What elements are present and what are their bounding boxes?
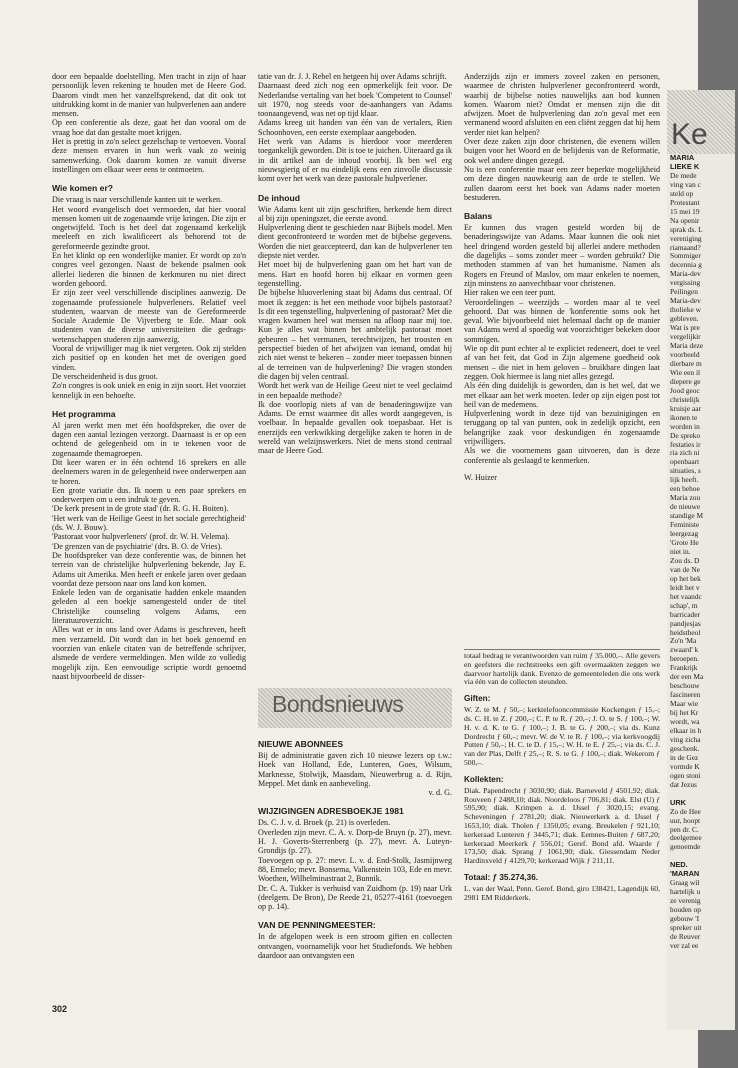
next-page-line: situaties, s [670,467,701,476]
next-page-header-text: Ke [671,118,708,151]
next-page-line: pandjesjas [670,619,701,628]
next-page-line: geschenk. [670,744,700,753]
paragraph: Als één ding duidelijk is geworden, dan is het wel, dat we met elkaar aan het werk moeten. Ieder op zijn eigen post tot heil van de medemens. [464,381,660,409]
next-page-line: ving zicha [670,735,701,744]
next-page-line: barricader [670,610,700,619]
next-page-line: Na openir [670,216,700,225]
next-page-line: schap', m [670,601,698,610]
next-page-line: der een Ma [670,673,704,682]
next-page-line: zwaard' k [670,646,699,655]
paragraph: Wordt het werk van de Heilige Geest niet te veel geclaimd in een bepaalde methode? [258,381,452,400]
next-page-line: Feministe [670,521,700,530]
next-page-line: de nieuwe [670,503,701,512]
paragraph: Er zijn zeer veel verschillende disciplines aanwezig. De zogenaamde professionele hulpverleners. Relatief veel studenten, waarvan de meeste van de Gereformeerde Sociale Academie De Vijverberg te Ede. Maar ook studenten van de diverse universiteiten die gedrags-wetenschappen studeren zijn aanwezig. [52,288,246,344]
next-page-line: Frankrijk [670,664,698,673]
paragraph: Een grote variatie dus. Ik noem u een paar sprekers en onderwerpen om u een indruk te geven. [52,485,246,505]
author-signature: W. Huizer [464,472,497,482]
next-page-line: leergezag [670,530,699,539]
next-page-line: Jood geoc [670,386,700,395]
next-page-line: Sommiger [670,252,701,261]
next-page-line: 'MARAN [670,870,700,879]
next-page-line: standige M [670,512,704,521]
next-page-line: genoemde [670,843,701,852]
next-page-line: een behoe [670,485,700,494]
paragraph: Hier raken we een teer punt. [464,288,556,298]
paragraph: 'De kerk present in de grote stad' (dr. R. G. H. Boiten). [52,504,229,514]
next-page-line: ria zich ni [670,449,700,458]
next-page-line: beroepen. [670,655,699,664]
next-page-line: kruisje aar [670,404,701,413]
next-page-line: vereniging [670,234,702,243]
paragraph: Overleden zijn mevr. C. A. v. Dorp-de Bruyn (p. 27), mevr. H. J. Goverts-Sterrenberg (p. 27), mevr. A. Luteyn-Grondijs (p. 27). [258,827,452,856]
paragraph: Adams kreeg uit handen van één van de vertalers, Rien Schoonhoven, een eerste exemplaar aangeboden. [258,118,452,137]
section-heading: WIJZIGINGEN ADRESBOEKJE 1981 [258,806,404,817]
next-page-line: openbaart [670,458,700,467]
next-page-line: Zo'n 'Ma [670,637,697,646]
next-page-line: 'Grote He [670,538,699,547]
next-page-line: ikonen te [670,413,698,422]
section-heading: Kollekten: [464,774,504,784]
next-page-line: de Reuver [670,933,701,942]
paragraph: totaal bedrag te verantwoorden van ruim ƒ 35.000,–. Alle gevers en geefsters die rechtstreeks een gift overmaakten zeggen we daarvoor hartelijk dank. Evenzo de gemeenteleden die ons werk via één van de collecten steunden. [464,651,660,687]
next-page-line: diepere ge [670,377,701,386]
next-page-line: het vaandc [670,592,702,601]
article-column-3 [464,72,660,482]
paragraph: De bijbelse hluoverlening staat bij Adams dus centraal. Of moet ik zeggen: is het een methode voor bijbels pastoraat? Is dit een tegenstelling, hulpverlening of pastoraat? Met die vragen kwamen heel wat mensen na afloop naar mij toe. Kun je alles wat binnen het ambtelijk pastoraat moet gebeuren – het vermanen, terechtwijzen, het troosten en perspectief bieden of het afwijzen van iemand, omdat hij zich niet wenst te bekeren – zonder meer toepassen binnen al de terreinen van de hulpverlening? Die vragen stonden die dagen bij velen centraal. [258,288,452,381]
next-page-line: 15 mei 19 [670,207,700,216]
next-page-line: Maria-dev [670,270,701,279]
paragraph: Daarnaast deed zich nog een opmerkelijk feit voor. De Nederlandse vertaling van het boek 'Competent to Counsel' uit 1970, nog steeds voor de-aanhangers van Adams toonaangevend, was net op tijd klaar. [258,81,452,119]
paragraph: v. d. G. [428,788,452,798]
next-page-line: steld op [670,189,694,198]
next-page-line [670,852,735,861]
section-heading: De inhoud [258,192,301,203]
next-page-line: vergissing [670,279,701,288]
paragraph: De hoofdspreker van deze conferentie was, de binnen het terrein van de christelijke hulpverlening bekende, Jay E. Adams uit Amerika. Men heeft er enkele jaren over gedaan voordat deze persoon naar ons land kon komen. [52,550,246,588]
paragraph: Dit keer waren er in één ochtend 16 sprekers en alle deelnemers waren in de gelegenheid twee onderwerpen aan te horen. [52,457,246,486]
next-page-line: leidt het v [670,583,700,592]
next-page-line: pen dr. C. [670,825,699,834]
next-page-line: NED. [670,861,688,870]
paragraph: Enkele leden van de organisatie hadden enkele maanden geleden al een boekje samengesteld onder de titel Christelijke counseling volgens Adams, een literatuuroverzicht. [52,588,246,626]
next-page-line: in de Gez [670,753,699,762]
section-heading: Balans [464,211,493,222]
paragraph: In de afgelopen week is een stroom giften en collecten ontvangen, voornamelijk voor het Studiefonds. We hebben daardoor aan ontvangsten een [258,932,452,961]
paragraph: Toevoegen op p. 27: mevr. L. v. d. End-Stolk, Jasmijnweg 88, Ermelo; mevr. Bonsema, Valkenstein 103, Ede en mevr. Woethen, Wilhelminastraat 2, Bunnik. [258,855,452,884]
next-page-line: christelijk [670,395,700,404]
next-page-line: ver zal ee [670,941,699,950]
paragraph: 'Pastoraat voor hulpverleners' (prof. dr. W. H. Velema). [52,532,230,542]
next-page-line: vormde K [670,762,700,771]
section-heading: Het programma [52,408,116,419]
next-page-line: fascineren [670,691,701,700]
next-page-line: Graag wil [670,879,700,888]
paragraph: En het klinkt op een wonderlijke manier. Er wordt op zo'n congres veel gezongen. Naast de bekende psalmen ook allerlei liederen die binnen de kerkmuren nu niet direct worden gehoord. [52,251,246,288]
next-page-line: De spreko [670,431,701,440]
bondsnieuws-column [258,730,452,960]
paragraph: Zo'n congres is ook uniek en enig in zijn soort. Het voorziet kennelijk in een behoefte. [52,381,246,400]
section-heading: VAN DE PENNINGMEESTER: [258,920,376,931]
next-page-line: hartelijk u [670,888,701,897]
next-page-line: deelgemee [670,834,702,843]
paragraph: Hulpverlening wordt in deze tijd van bezuinigingen en teruggang op tal van punten, ook in zedelijk opzicht, een belangrijke zaak voor deskundigen én zogenaamde vrijwilligers. [464,409,660,446]
next-page-line: van de Ne [670,565,700,574]
section-heading: Giften: [464,694,491,704]
paragraph: 'De grenzen van de psychiatrie' (drs. B. O. de Vries). [52,541,223,551]
paragraph: Ik doe voorlopig niets af van de benaderingswijze van Adams. De ernst waarmee dit alles wordt aangegeven, is voelbaar. In bepaalde gevallen ook toepasbaar. Het is enerzijds een verkwikking dergelijke zaken te horen in de wereld van welzijnswerkers. Niet de mens stond centraal maar de Heere God. [258,399,452,456]
paragraph: Als we die voornemens gaan uitvoeren, dan is deze conferentie als geslaagd te kenmerken. [464,446,660,465]
next-page-line: gebleven. [670,315,699,324]
article-column-2 [258,72,452,456]
paragraph: Wie Adams kent uit zijn geschriften, herkende hem direct al bij zijn openingszet, die eerste avond. [258,204,452,223]
next-page-line [670,790,735,799]
section-heading: NIEUWE ABONNEES [258,739,344,749]
section-divider [464,649,660,650]
next-page-line: op het bek [670,574,701,583]
paragraph: De verscheidenheid is dus groot. [52,371,158,381]
next-page-line: elkaar in h [670,727,702,735]
next-page-line: Zou ds. D [670,556,700,565]
next-page-line: Maria deze [670,342,704,351]
next-page-line: LIEKE K [670,162,700,171]
paragraph: Alles wat er in ons land over Adams is geschreven, heeft men verzameld. Dit wordt dan in het boek genoemd en voorzien van enkele citaten van de betreffende schrijver, alsmede de verdere vermeldingen. Men wilde zo volledig mogelijk zijn. Een eenvoudige scriptie wordt genoemd naast bijvoorbeeld de disser- [52,625,246,681]
next-page-strip [667,90,735,1030]
next-page-line: bij het Kr [670,709,699,718]
paragraph: Wie op dit punt echter al te expliciet redeneert, doet te veel af van het feit, dat God in Zijn algemene goedheid ook mensen – die niet in hem geloven – bruikbare dingen laat zeggen. Ook hiermee is lang niet alles gezegd. [464,344,660,381]
next-page-line: decennia g [670,261,702,270]
next-page-line: URK [670,798,687,807]
next-page-line: Maria zou [670,494,701,503]
paragraph: Over deze zaken zijn door christenen, die evenens willen buigen voor het Woord en de belijdenis van de Reformatie, ook wel andere dingen gezegd. [464,137,660,165]
paragraph: Ds. C. J. v. d. Broek (p. 21) is overleden. [258,818,391,828]
paragraph: Anderzijds zijn er immers zoveel zaken en personen, waarmee de christen hulpverlener geconfronteerd wordt, waarbij de bijbelse noties nauwelijks aan bod kunnen komen. Waarom niet? Omdat er mensen zijn die dit afwijzen. Moet de hulpverlening dan zo'n geval met een vermanend woord afsluiten en een cliënt zeggen dat hij hem verder niet kan helpen? [464,72,660,137]
paragraph: Er kunnen dus vragen gesteld worden bij de benaderingswijze van Adams. Maar kunnen die ook niet heel dringend worden gesteld bij allerlei andere methoden die dagelijks – soms zonder meer – worden gebruikt? Die methoden stammen af van het humanisme. Namen als Rogers en Freund of Maslov, om maar enkelen te noemen, zijn minstens zo aanvechtbaar voor christenen. [464,223,660,288]
paragraph: Het werk van Adams is hierdoor voor meerderen toegankelijk geworden. Dit is toe te juichen. Uiteraard ga ik in dit artikel aan de inhoud voorbij. Ik ben wel erg nieuwsgierig of er nu eindelijk eens een zinvolle discussie komt over het werk van deze pastorale hulpverlener. [258,137,452,184]
paragraph: L. van der Waal, Penn. Geref. Bond, giro 138421, Lagendijk 60, 2981 EM Ridderkerk. [464,883,660,902]
paragraph: W. Z. te M. ƒ 50,–; kerktelefooncommissie Kockengen ƒ 15,–; ds. C. H. te Z. ƒ 200,–; C. P. te R. ƒ 20,–; J. O. te S. ƒ 100,–; W. H. v. d. K. te G. ƒ 100,–; J. B. te G. ƒ 200,–; via ds. Kunz Dordrecht ƒ 60,–; mevr. W. de V. te R. ƒ 100,–; via kerkvoogdij Putten ƒ 50,–; H. C. te D. ƒ 15,–; W. H. te E. ƒ 25,–; via ds. C. J. van der Plas, Delft ƒ 25,–; R. S. te G. ƒ 100,–; diak. Wekerom ƒ 500,–. [464,705,660,767]
next-page-line: festaties ir [670,440,701,449]
next-page-line: Maria-dev [670,297,701,306]
next-page-line: niet in. [670,547,691,556]
paragraph: tatie van dr. J. J. Rebel en hetgeen hij over Adams schrijft. [258,72,447,81]
next-page-line: houden op [670,906,701,915]
bondsnieuws-banner [258,688,452,728]
paragraph: Op een conferentie als deze, gaat het dan vooral om de vraag hoe dat dan gestalte moet krijgen. [52,118,246,137]
paragraph: 'Het werk van de Heilige Geest in het sociale gerechtigheid' (ds. W. J. Bouw). [52,513,246,533]
giften-column [464,652,660,903]
section-heading: Totaal: ƒ 35.274,36. [464,872,539,882]
next-page-line: Peilingen [670,288,698,297]
next-page-line: dat Jezus [670,780,697,789]
paragraph: Vooral de vrijwilliger mag ik niet vergeten. Ook zij stelden zich positief op en konden het met de overigen goed vinden. [52,344,246,372]
next-page-line: tholieke w [670,306,701,315]
paragraph: Bij de administratie gaven zich 10 nieuwe lezers op t.w.: Hoek van Holland, Ede, Lunteren, Goes, Wilsum, Marknesse, Stolwijk, Maasdam, Nieuwerbrug a. d. Rijn, Meppel. Met dank en aanbeveling. [258,751,452,788]
next-page-line: De mede [670,171,697,180]
next-page-line: beschouw [670,682,700,691]
paragraph: Diak. Papendrecht ƒ 3030,90; diak. Barneveld ƒ 4501,92; diak. Rouveen ƒ 2488,10; diak. Noordeloos ƒ 706,81; diak. Elst (U) ƒ 595,90; diak. Krimpen a. d. IJssel ƒ 3020,15; evang. Scheveningen ƒ 2781,20; diak. Nieuwerkerk a. d. IJssel ƒ 1653,10; diak. Tholen ƒ 1350,05; evang. Breukelen ƒ 921,10; kerkeraad Lunteren ƒ 3445,71; diak. Eemnes-Buiten ƒ 687,20; kerkeraad Meerkerk ƒ 556,01; Geref. Bond afd. Waarde ƒ 173,50; diak. Sprang ƒ 1061,90; diak. Giessendam Neder Hardinxveld ƒ 4129,70; kerkeraad Wijk ƒ 211,11. [464,785,660,866]
next-page-line: gebouw 'I [670,915,700,924]
next-page-line: dierbare m [670,359,702,368]
next-page-line: worden in [670,422,700,431]
paragraph: door een bepaalde doelstelling. Men tracht in zijn of haar persoonlijk leven rekening te houden met de Heere God. Daarom vindt men het vanzelfsprekend, dat dit ook tot uitdrukking komt in de manier van hulpverlenen aan andere mensen. [52,72,246,119]
section-heading: Wie komen er? [52,183,114,194]
article-column-1 [52,72,246,681]
next-page-line: riamaand? [670,243,701,252]
next-page-text [667,154,735,951]
next-page-line: MARIA [670,154,695,162]
next-page-line: Zo de Hee [670,807,701,816]
next-page-line: lijk heeft. [670,476,699,485]
next-page-line: Wat is pre [670,324,700,333]
paragraph: Het moet bij de hulpverlening gaan om het hart van de mens. Hart en hoofd horen bij elkaar en vormen geen tegenstelling. [258,260,452,288]
next-page-line: ze verenig [670,897,701,906]
next-page-line: vergelijkir [670,333,701,342]
next-page-header [667,90,735,154]
next-page-line: Protestant [670,198,700,207]
paragraph: Het woord evangelisch doet vermoeden, dat hier vooral mensen komen uit de zogenaamde vrije kringen. Die zijn er ongetwijfeld. Toch is het deel dat zogenaamd kerkelijk meeleeft en zich kwalificeert als behorend tot de gereformeerde gezindte groot. [52,204,246,251]
next-page-line: wordt, wa [670,718,700,727]
next-page-line: Maar wie [670,700,699,709]
paragraph: Die vraag is naar verschillende kanten uit te werken. [52,195,223,205]
next-page-line: uur, hoopt [670,816,701,825]
next-page-line: ogen stoni [670,771,701,780]
paragraph: Nu is een conferentie maar een zeer beperkte mogelijkheid om deze dingen nauwkeurig aan de orde te stellen. We zullen daarom eerst het boek van Adams nader moeten bestuderen. [464,164,660,202]
page-number: 302 [52,1004,68,1014]
next-page-line: sprak ds. L [670,225,703,234]
next-page-line: heidstheol [670,628,701,637]
bondsnieuws-title: Bondsnieuws [272,691,404,717]
next-page-line: ving van c [670,180,701,189]
next-page-line: spreker uit [670,924,702,933]
paragraph: Het is prettig in zo'n select gezelschap te vertoeven. Vooral deze mensen ervaren in hun werk vaak zo weinig samenwerking. Ook daarom komen ze vanuit diverse instellingen om elkaar weer eens te ontmoeten. [52,137,246,174]
paragraph: Veroordelingen – weerzijds – worden maar al te veel gehoord. Dat was binnen de 'konferentie soms ook het geval. Wie bijvoorbeeld niet helemaal dacht op de manier van Adams werd al spoedig wat voorzichtiger bekeken door sommigen. [464,297,660,344]
next-page-line: Wie een il [670,368,701,377]
paragraph: Al jaren werkt men met één hoofdspreker, die over de dagen een aantal lezingen verzorgt. Daarnaast is er op een ochtend de gelegenheid om in te tekenen voor de zogenaamde themagroepen. [52,420,246,458]
next-page-line: voorbeeld [670,350,700,359]
paragraph: Dr. C. A. Tukker is verhuisd van Zuidhorn (p. 19) naar Urk (deelgem. De Bron), De Reede 21, 05277-4161 (toevoegen op p. 14). [258,883,452,912]
paragraph: Hulpverlening dient te geschieden naar Bijbels model. Men dient geconfronteerd te worden met de bijbelse gegevens. Worden die niet geaccepteerd, dan kan de hulpverlener ten diepste niet verder. [258,223,452,261]
